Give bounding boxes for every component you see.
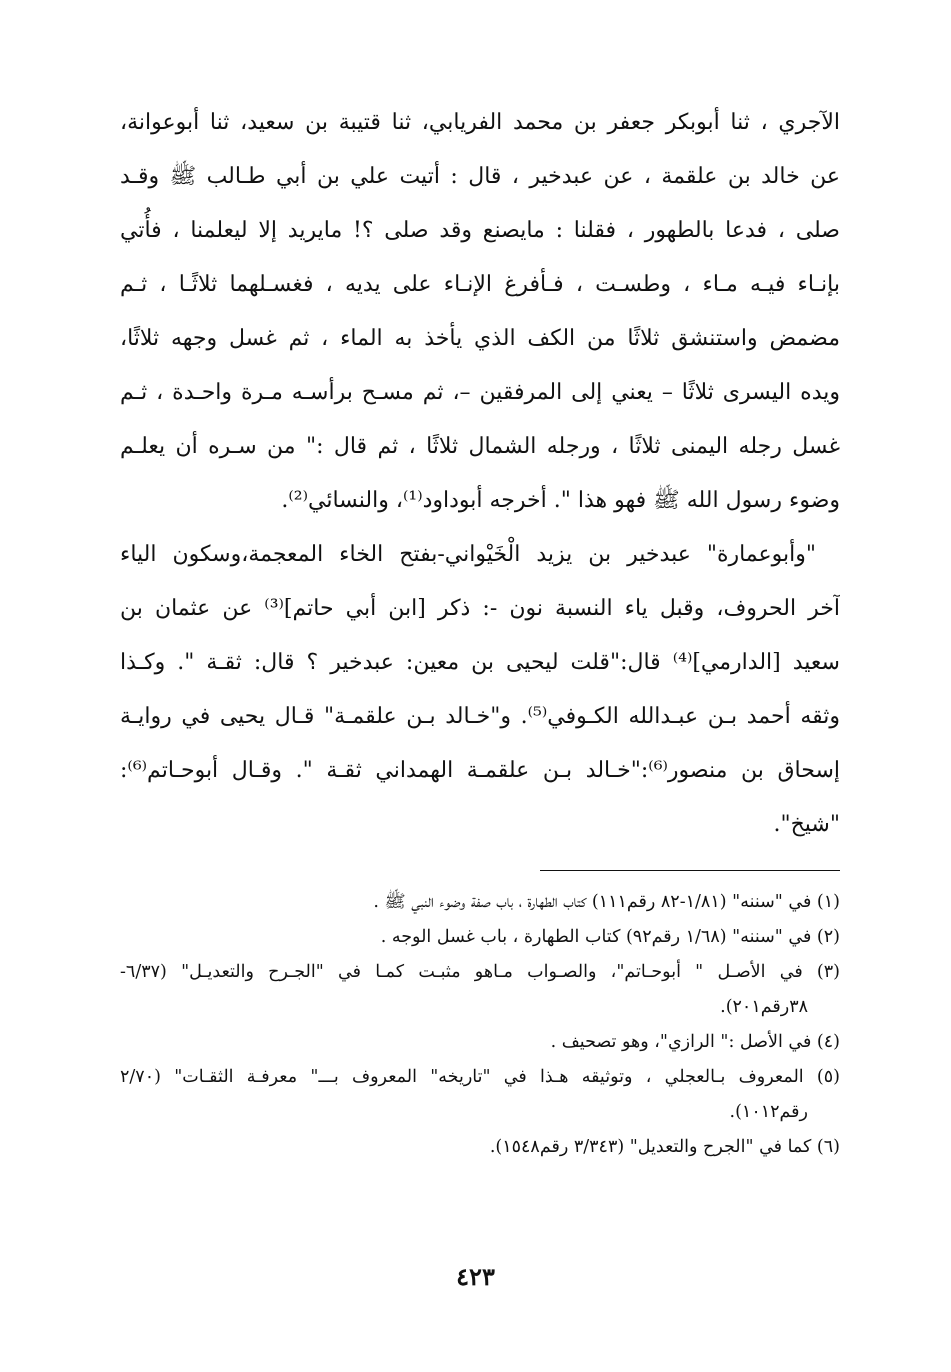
body-line: "وأبوعمارة" عبدخير بن يزيد الْخَيْواني-بفتح الخاء المعجمة،وسكون الياء	[120, 542, 816, 567]
footnote-line: (٢) في "سننه" (١/٦٨ رقم٩٢) كتاب الطهارة ، باب غسل الوجه .	[380, 927, 840, 947]
footnote-line: ٣٨رقم٢٠١).	[720, 997, 808, 1017]
body-line: سعيد [الدارمي]⁽⁴⁾ قال:"قلت ليحيى بن معين: عبدخير ؟ قال: ثقـة ". وكـذا	[120, 650, 840, 675]
body-line: وثقه أحمد بـن عبـدالله الكـوفي⁽⁵⁾. و"خـالد بـن علقمـة" قـال يحيى في روايـة	[120, 704, 840, 729]
footnote-line: (٥) المعروف بـالعجلي ، وتوثيقه هـذا في "تاريخه" المعروف بـــ" معرفـة الثقـات" (٢/٧٠	[120, 1067, 840, 1087]
main-text	[120, 96, 840, 852]
body-line: غسل رجله اليمنى ثلاثًا ، ورجله الشمال ثلاثًا ، ثم قال :" من سـره أن يعلـم	[120, 434, 840, 459]
body-line: وضوء رسول الله ﷺ فهو هذا ". أخرجه أبوداود⁽¹⁾، والنسائي⁽²⁾.	[281, 488, 840, 513]
body-line: صلى ، فدعا بالطهور ، فقلنا : مايصنع وقد صلى ؟! مايريد إلا ليعلمنا ، فأُتي	[120, 218, 840, 243]
body-line: إسحاق بن منصور⁽⁶⁾:"خـالد بـن علقمـة الهمداني ثقـة ". وقـال أبوحـاتم⁽⁶⁾:	[120, 758, 840, 783]
footnote-line: (٦) كما في "الجرح والتعديل" (٣/٣٤٣ رقم١٥٤٨).	[489, 1137, 840, 1157]
body-line: آخر الحروف، وقبل ياء النسبة نون -: ذكر [ابن أبي حاتم]⁽³⁾ عن عثمان بن	[120, 596, 840, 621]
body-line: الآجري ، ثنا أبوبكر جعفر بن محمد الفريابي، ثنا قتيبة بن سعيد، ثنا أبوعوانة،	[120, 110, 840, 135]
footnote-divider	[540, 870, 840, 871]
footnote-line: رقم١٠١٢).	[729, 1102, 808, 1122]
body-line: عن خالد بن علقمة ، عن عبدخير ، قال : أتيت علي بن أبي طـالب ﷺ وقـد	[120, 164, 840, 189]
page-number: ٤٢٣	[456, 1262, 495, 1291]
body-line: بإنـاء فيـه مـاء ، وطسـت ، فـأفرغ الإنـاء على يديه ، فغسـلهما ثلاثًـا ، ثـم	[120, 272, 840, 297]
footnote-line: (٤) في الأصل :" الرازي"، وهو تصحيف .	[550, 1032, 840, 1052]
footnotes	[120, 885, 840, 1165]
body-line: مضمض واستنشق ثلاثًا من الكف الذي يأخذ به الماء ، ثم غسل وجهه ثلاثًا،	[120, 326, 840, 351]
footnote-line: (٣) في الأصـل " أبوحـاتم"، والصـواب مـاهو مثبـت كمـا في "الجـرح والتعديـل" (٦/٣٧-	[120, 962, 840, 982]
footnote-line: (١) في "سننه" (١/٨١-٨٢ رقم١١١) كتاب الطهارة ، باب صفة وضوء النبي ﷺ .	[373, 892, 840, 912]
body-line: "شيخ".	[773, 812, 840, 837]
body-line: ويده اليسرى ثلاثًا – يعني إلى المرفقين –، ثم مسـح برأسـه مـرة واحـدة ، ثـم	[120, 380, 840, 405]
